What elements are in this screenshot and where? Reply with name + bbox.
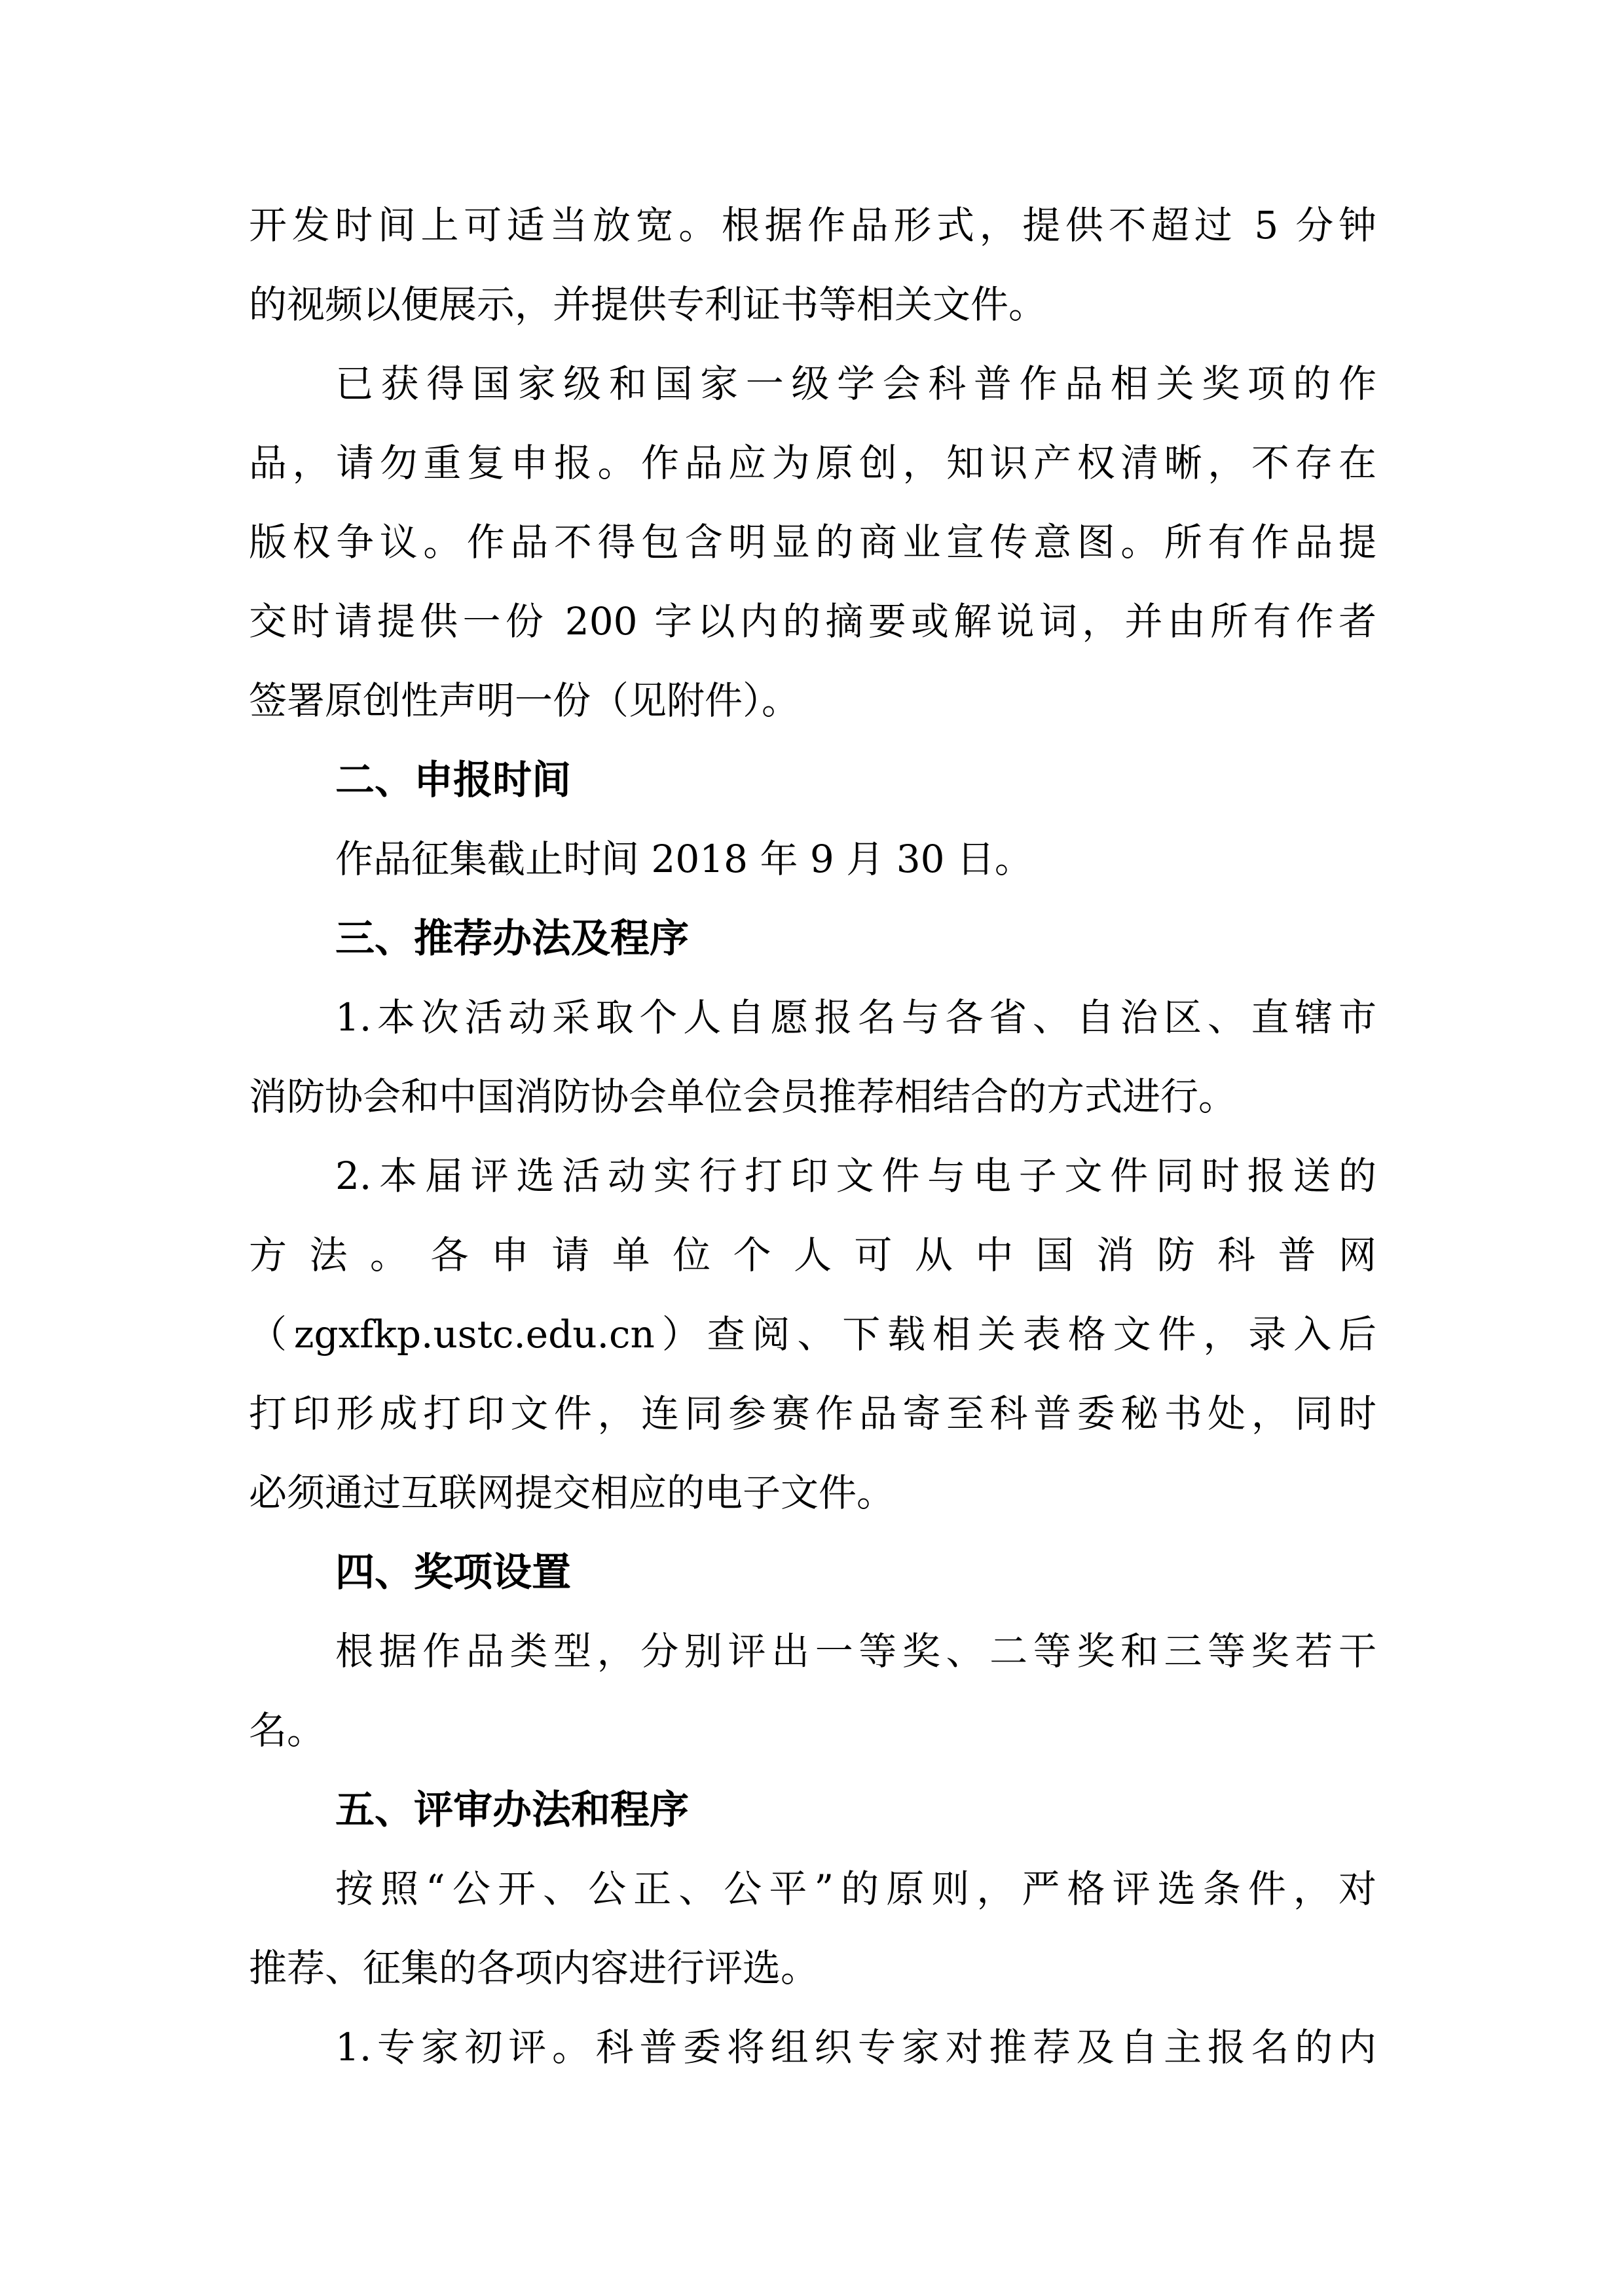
paragraph-line: （zgxfkp.ustc.edu.cn）查阅、下载相关表格文件，录入后	[249, 1312, 1376, 1357]
paragraph-line: 品，请勿重复申报。作品应为原创，知识产权清晰，不存在	[249, 441, 1376, 485]
paragraph-line: 1.本次活动采取个人自愿报名与各省、自治区、直辖市	[335, 995, 1376, 1040]
text-block	[249, 186, 1376, 2087]
paragraph-line: 的视频以便展示，并提供专利证书等相关文件。	[249, 282, 1047, 327]
section-heading-3: 三、推荐办法及程序	[335, 917, 689, 960]
paragraph-line: 方 法 。 各 申 请 单 位 个 人 可 从 中 国 消 防 科 普 网	[249, 1233, 1376, 1277]
paragraph-line: 必须通过互联网提交相应的电子文件。	[249, 1470, 895, 1515]
paragraph-line: 开发时间上可适当放宽。根据作品形式，提供不超过 5 分钟	[249, 203, 1376, 247]
paragraph-line: 根据作品类型，分别评出一等奖、二等奖和三等奖若干	[335, 1629, 1376, 1673]
section-heading-4: 四、奖项设置	[335, 1550, 571, 1594]
section-heading-2: 二、申报时间	[335, 758, 571, 802]
paragraph-line: 版权争议。作品不得包含明显的商业宣传意图。所有作品提	[249, 520, 1376, 564]
paragraph-line: 已获得国家级和国家一级学会科普作品相关奖项的作	[335, 361, 1376, 406]
section-heading-5: 五、评审办法和程序	[335, 1788, 689, 1832]
paragraph-line: 推荐、征集的各项内容进行评选。	[249, 1946, 819, 1990]
paragraph-line: 按照“公开、公正、公平”的原则，严格评选条件，对	[335, 1867, 1376, 1911]
paragraph-line: 名。	[249, 1708, 325, 1753]
paragraph-line: 打印形成打印文件，连同参赛作品寄至科普委秘书处，同时	[249, 1391, 1376, 1436]
paragraph-line: 作品征集截止时间 2018 年 9 月 30 日。	[335, 837, 1033, 881]
paragraph-line: 消防协会和中国消防协会单位会员推荐相结合的方式进行。	[249, 1074, 1237, 1119]
paragraph-line: 签署原创性声明一份（见附件）。	[249, 678, 800, 723]
paragraph-line: 交时请提供一份 200 字以内的摘要或解说词，并由所有作者	[249, 599, 1376, 644]
paragraph-line: 2.本届评选活动实行打印文件与电子文件同时报送的	[335, 1154, 1376, 1198]
paragraph-line: 1.专家初评。科普委将组织专家对推荐及自主报名的内	[335, 2025, 1376, 2069]
